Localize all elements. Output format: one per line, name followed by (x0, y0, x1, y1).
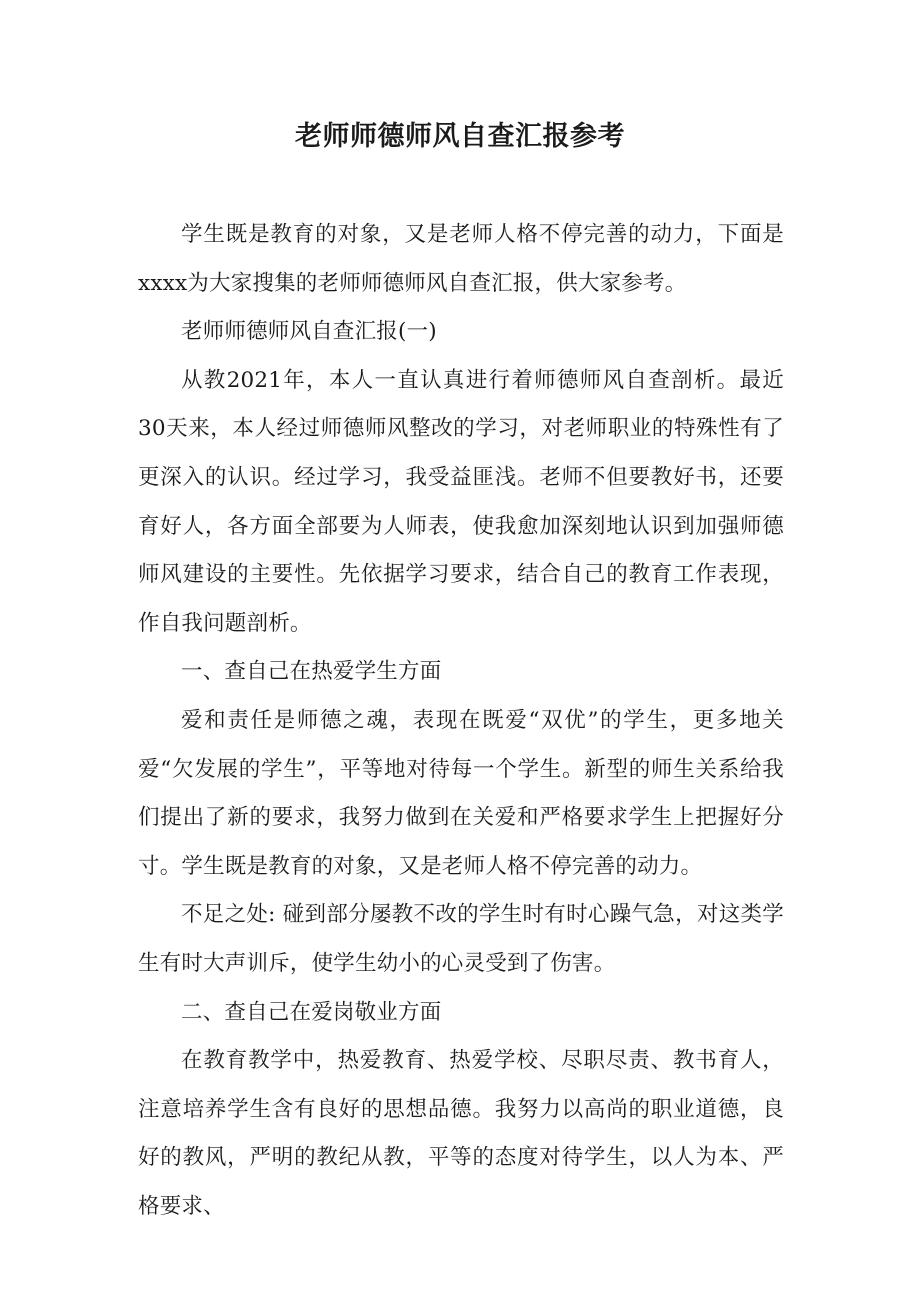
body-paragraph: 从教2021年，本人一直认真进行着师德师风自查剖析。最近30天来，本人经过师德师风整改的学习，对老师职业的特殊性有了更深入的认识。经过学习，我受益匪浅。老师不但要教好书，还要育好人，各方面全部要为人师表，使我愈加深刻地认识到加强师德师风建设的主要性。先依据学习要求，结合自己的教育工作表现，作自我问题剖析。 (138, 367, 784, 636)
intro-paragraph: 学生既是教育的对象，又是老师人格不停完善的动力，下面是xxxx为大家搜集的老师师德师风自查汇报，供大家参考。 (138, 222, 784, 296)
body-paragraph: 在教育教学中，热爱教育、热爱学校、尽职尽责、教书育人，注意培养学生含有良好的思想品德。我努力以高尚的职业道德，良好的教风，严明的教纪从教，平等的态度对待学生，以人为本、严格要求、 (138, 1048, 784, 1219)
document-title: 老师师德师风自查汇报参考 (295, 121, 625, 152)
section-heading-dedication: 二、查自己在爱岗敬业方面 (181, 999, 442, 1025)
shortcomings-paragraph: 不足之处: 碰到部分屡教不改的学生时有时心躁气急，对这类学生有时大声训斥，使学生幼小的心灵受到了伤害。 (138, 902, 784, 976)
section-heading-report-1: 老师师德师风自查汇报(一) (181, 319, 437, 345)
section-heading-love-students: 一、查自己在热爱学生方面 (181, 659, 442, 685)
body-paragraph: 爱和责任是师德之魂，表现在既爱“双优”的学生，更多地关爱“欠发展的学生”，平等地对待每一个学生。新型的师生关系给我们提出了新的要求，我努力做到在关爱和严格要求学生上把握好分寸。学生既是教育的对象，又是老师人格不停完善的动力。 (138, 707, 784, 879)
document-body (138, 211, 784, 1231)
